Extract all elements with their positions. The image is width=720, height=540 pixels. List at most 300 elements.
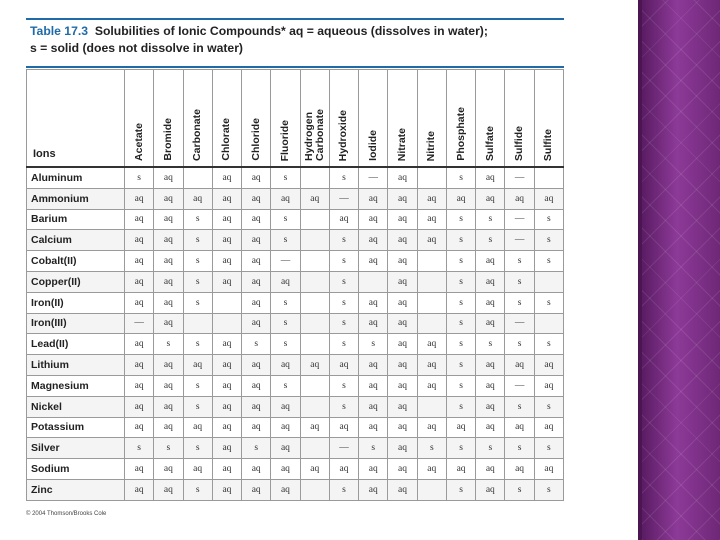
solubility-cell: s: [154, 334, 183, 355]
solubility-cell: aq: [329, 459, 358, 480]
solubility-cell: aq: [300, 188, 329, 209]
solubility-cell: aq: [417, 188, 446, 209]
column-header-label: Nitrate: [396, 127, 409, 161]
solubility-cell: [417, 251, 446, 272]
solubility-cell: aq: [125, 334, 154, 355]
solubility-cell: aq: [271, 459, 300, 480]
solubility-cell: aq: [242, 479, 271, 500]
solubility-cell: aq: [125, 396, 154, 417]
solubility-cell: aq: [446, 459, 475, 480]
solubility-cell: aq: [212, 167, 241, 188]
solubility-cell: aq: [329, 355, 358, 376]
solubility-cell: [300, 230, 329, 251]
solubility-cell: aq: [154, 417, 183, 438]
solubility-cell: aq: [476, 188, 505, 209]
solubility-cell: aq: [359, 375, 388, 396]
solubility-cell: aq: [534, 375, 563, 396]
solubility-cell: s: [271, 209, 300, 230]
solubility-cell: s: [125, 438, 154, 459]
solubility-cell: aq: [534, 355, 563, 376]
solubility-cell: aq: [154, 251, 183, 272]
solubility-cell: aq: [212, 251, 241, 272]
caption-line-1: Solubilities of Ionic Compounds* aq = aqueous (dissolves in water);: [94, 24, 488, 38]
table-row: [27, 479, 564, 500]
solubility-cell: aq: [505, 355, 534, 376]
solubility-cell: aq: [212, 479, 241, 500]
solubility-cell: s: [446, 438, 475, 459]
solubility-cell: aq: [125, 271, 154, 292]
solubility-cell: aq: [417, 230, 446, 251]
solubility-cell: aq: [154, 396, 183, 417]
solubility-cell: s: [446, 396, 475, 417]
table-row: [27, 251, 564, 272]
column-header-label: Hydrogen Carbonate: [302, 109, 326, 161]
solubility-cell: s: [183, 375, 212, 396]
solubility-cell: aq: [125, 375, 154, 396]
solubility-cell: s: [242, 334, 271, 355]
copyright-notice: © 2004 Thomson/Brooks Cole: [26, 510, 107, 517]
solubility-cell: aq: [125, 355, 154, 376]
column-header: [388, 70, 417, 168]
solubility-cell: aq: [125, 459, 154, 480]
solubility-cell: s: [534, 334, 563, 355]
solubility-cell: s: [329, 167, 358, 188]
solubility-cell: aq: [242, 355, 271, 376]
solubility-cell: —: [505, 209, 534, 230]
solubility-cell: s: [534, 292, 563, 313]
solubility-cell: aq: [183, 355, 212, 376]
solubility-cell: [300, 271, 329, 292]
solubility-cell: aq: [154, 209, 183, 230]
column-header: [534, 70, 563, 168]
solubility-cell: aq: [329, 209, 358, 230]
solubility-table: [26, 69, 564, 501]
solubility-cell: aq: [125, 292, 154, 313]
table-body: [27, 167, 564, 500]
ion-name: Magnesium: [27, 375, 125, 396]
solubility-cell: s: [329, 251, 358, 272]
solubility-cell: aq: [154, 271, 183, 292]
solubility-cell: aq: [388, 459, 417, 480]
solubility-cell: aq: [505, 459, 534, 480]
solubility-cell: aq: [212, 459, 241, 480]
table-row: [27, 230, 564, 251]
solubility-cell: s: [271, 167, 300, 188]
solubility-cell: s: [329, 292, 358, 313]
column-header: [476, 70, 505, 168]
column-header: [271, 70, 300, 168]
solubility-cell: [300, 292, 329, 313]
caption-line-2: s = solid (does not dissolve in water): [30, 41, 243, 55]
solubility-cell: s: [446, 334, 475, 355]
solubility-cell: aq: [242, 167, 271, 188]
table-row: [27, 292, 564, 313]
solubility-cell: [534, 271, 563, 292]
solubility-cell: aq: [212, 396, 241, 417]
column-header: [212, 70, 241, 168]
solubility-cell: s: [534, 251, 563, 272]
column-header: [329, 70, 358, 168]
solubility-cell: aq: [154, 313, 183, 334]
solubility-cell: aq: [125, 251, 154, 272]
solubility-cell: [417, 271, 446, 292]
column-header: [242, 70, 271, 168]
solubility-cell: aq: [359, 459, 388, 480]
solubility-cell: s: [534, 396, 563, 417]
solubility-cell: aq: [446, 188, 475, 209]
ion-name: Sodium: [27, 459, 125, 480]
solubility-cell: s: [505, 334, 534, 355]
solubility-cell: s: [125, 167, 154, 188]
solubility-cell: aq: [446, 417, 475, 438]
solubility-cell: s: [271, 313, 300, 334]
solubility-cell: aq: [271, 479, 300, 500]
solubility-cell: aq: [388, 209, 417, 230]
solubility-cell: —: [271, 251, 300, 272]
solubility-cell: s: [505, 251, 534, 272]
solubility-cell: aq: [388, 375, 417, 396]
solubility-cell: aq: [242, 396, 271, 417]
solubility-cell: —: [505, 313, 534, 334]
solubility-cell: aq: [212, 417, 241, 438]
column-header: [417, 70, 446, 168]
ion-name: Potassium: [27, 417, 125, 438]
ion-name: Cobalt(II): [27, 251, 125, 272]
solubility-cell: aq: [242, 251, 271, 272]
solubility-cell: aq: [125, 479, 154, 500]
solubility-cell: aq: [242, 292, 271, 313]
solubility-cell: aq: [242, 271, 271, 292]
solubility-cell: aq: [212, 334, 241, 355]
solubility-cell: s: [183, 438, 212, 459]
table-number: Table 17.3: [30, 24, 89, 38]
solubility-cell: aq: [271, 355, 300, 376]
column-header: [446, 70, 475, 168]
solubility-cell: aq: [417, 355, 446, 376]
solubility-cell: aq: [476, 271, 505, 292]
solubility-cell: aq: [154, 230, 183, 251]
solubility-cell: aq: [125, 230, 154, 251]
column-header-label: Phosphate: [454, 107, 467, 161]
solubility-cell: aq: [212, 209, 241, 230]
solubility-cell: aq: [359, 313, 388, 334]
solubility-cell: s: [476, 209, 505, 230]
table-row: [27, 355, 564, 376]
solubility-cell: [417, 313, 446, 334]
solubility-cell: s: [505, 479, 534, 500]
solubility-cell: aq: [359, 479, 388, 500]
solubility-cell: aq: [271, 396, 300, 417]
solubility-cell: aq: [271, 417, 300, 438]
ion-name: Ammonium: [27, 188, 125, 209]
ion-name: Copper(II): [27, 271, 125, 292]
solubility-cell: aq: [212, 438, 241, 459]
solubility-cell: [300, 375, 329, 396]
solubility-cell: aq: [388, 355, 417, 376]
solubility-cell: aq: [242, 417, 271, 438]
solubility-cell: aq: [417, 459, 446, 480]
solubility-cell: s: [476, 438, 505, 459]
column-header-label: Iodide: [366, 130, 379, 161]
solubility-cell: s: [446, 479, 475, 500]
column-header-label: Carbonate: [191, 109, 204, 161]
solubility-cell: aq: [271, 271, 300, 292]
solubility-cell: s: [359, 438, 388, 459]
solubility-cell: aq: [476, 251, 505, 272]
solubility-cell: aq: [417, 417, 446, 438]
solubility-cell: [300, 313, 329, 334]
ion-name: Iron(II): [27, 292, 125, 313]
solubility-cell: aq: [388, 188, 417, 209]
solubility-cell: aq: [154, 479, 183, 500]
solubility-cell: aq: [505, 188, 534, 209]
solubility-cell: aq: [476, 313, 505, 334]
solubility-cell: aq: [300, 355, 329, 376]
solubility-cell: aq: [212, 188, 241, 209]
column-header: [359, 70, 388, 168]
solubility-cell: aq: [476, 459, 505, 480]
column-header: [183, 70, 212, 168]
solubility-cell: aq: [154, 459, 183, 480]
solubility-cell: aq: [388, 230, 417, 251]
ion-name: Aluminum: [27, 167, 125, 188]
solubility-cell: aq: [242, 313, 271, 334]
solubility-cell: s: [271, 334, 300, 355]
table-row: [27, 334, 564, 355]
column-header-label: Sulfate: [483, 125, 496, 161]
ion-name: Nickel: [27, 396, 125, 417]
solubility-cell: s: [446, 209, 475, 230]
solubility-cell: aq: [154, 167, 183, 188]
solubility-cell: aq: [476, 375, 505, 396]
solubility-cell: —: [505, 375, 534, 396]
solubility-cell: aq: [329, 417, 358, 438]
solubility-cell: aq: [388, 417, 417, 438]
solubility-cell: [359, 271, 388, 292]
solubility-cell: s: [359, 334, 388, 355]
solubility-cell: aq: [534, 188, 563, 209]
column-header-label: Chloride: [249, 118, 262, 161]
ions-column-header: Ions: [27, 70, 125, 168]
solubility-cell: [300, 209, 329, 230]
solubility-cell: aq: [154, 355, 183, 376]
ion-name: Iron(III): [27, 313, 125, 334]
decorative-side-panel: [642, 0, 720, 540]
table-row: [27, 438, 564, 459]
solubility-cell: s: [183, 271, 212, 292]
column-header-label: Chlorate: [220, 118, 233, 161]
solubility-cell: aq: [300, 417, 329, 438]
ion-name: Barium: [27, 209, 125, 230]
solubility-cell: aq: [505, 417, 534, 438]
solubility-cell: [417, 167, 446, 188]
solubility-cell: [183, 167, 212, 188]
solubility-cell: aq: [242, 459, 271, 480]
solubility-cell: s: [446, 313, 475, 334]
solubility-cell: s: [417, 438, 446, 459]
solubility-cell: s: [271, 292, 300, 313]
column-header: [154, 70, 183, 168]
solubility-cell: s: [446, 251, 475, 272]
solubility-cell: s: [183, 230, 212, 251]
solubility-cell: aq: [388, 334, 417, 355]
solubility-cell: s: [329, 396, 358, 417]
solubility-cell: aq: [388, 396, 417, 417]
solubility-cell: s: [183, 209, 212, 230]
column-header-label: Bromide: [161, 118, 174, 161]
solubility-cell: aq: [242, 375, 271, 396]
solubility-cell: aq: [388, 292, 417, 313]
solubility-cell: s: [534, 209, 563, 230]
solubility-cell: s: [329, 271, 358, 292]
table-row: [27, 313, 564, 334]
solubility-cell: [300, 251, 329, 272]
ion-name: Lead(II): [27, 334, 125, 355]
solubility-cell: s: [271, 230, 300, 251]
ion-name: Calcium: [27, 230, 125, 251]
solubility-cell: [300, 167, 329, 188]
solubility-cell: aq: [476, 417, 505, 438]
solubility-cell: aq: [417, 209, 446, 230]
solubility-cell: [534, 313, 563, 334]
solubility-cell: s: [271, 375, 300, 396]
solubility-cell: aq: [359, 292, 388, 313]
column-header: [125, 70, 154, 168]
table-row: [27, 396, 564, 417]
solubility-cell: s: [446, 271, 475, 292]
table-row: [27, 375, 564, 396]
solubility-cell: [417, 292, 446, 313]
solubility-cell: aq: [154, 188, 183, 209]
solubility-cell: aq: [183, 417, 212, 438]
solubility-cell: aq: [242, 230, 271, 251]
table-row: [27, 188, 564, 209]
solubility-cell: aq: [359, 209, 388, 230]
solubility-cell: [300, 479, 329, 500]
solubility-cell: aq: [534, 459, 563, 480]
solubility-cell: aq: [212, 375, 241, 396]
column-header-label: Sulfide: [513, 125, 526, 161]
solubility-cell: s: [183, 479, 212, 500]
solubility-cell: aq: [476, 396, 505, 417]
solubility-cell: s: [505, 438, 534, 459]
solubility-cell: s: [446, 292, 475, 313]
table-header-row: [27, 70, 564, 168]
table-row: [27, 271, 564, 292]
solubility-cell: aq: [183, 459, 212, 480]
solubility-cell: s: [154, 438, 183, 459]
table-row: [27, 209, 564, 230]
solubility-cell: aq: [212, 230, 241, 251]
solubility-cell: aq: [300, 459, 329, 480]
solubility-cell: [183, 313, 212, 334]
solubility-cell: aq: [242, 209, 271, 230]
solubility-cell: —: [359, 167, 388, 188]
solubility-cell: aq: [125, 209, 154, 230]
ion-name: Silver: [27, 438, 125, 459]
column-header: [505, 70, 534, 168]
solubility-cell: [212, 313, 241, 334]
column-header-label: Hydroxide: [337, 109, 350, 161]
solubility-cell: aq: [417, 375, 446, 396]
solubility-cell: aq: [154, 375, 183, 396]
solubility-cell: aq: [359, 251, 388, 272]
solubility-cell: —: [125, 313, 154, 334]
solubility-cell: aq: [359, 396, 388, 417]
solubility-table-figure: [26, 18, 564, 517]
solubility-cell: aq: [534, 417, 563, 438]
solubility-cell: s: [183, 334, 212, 355]
solubility-cell: aq: [242, 188, 271, 209]
solubility-cell: s: [329, 313, 358, 334]
solubility-cell: s: [476, 230, 505, 251]
solubility-cell: aq: [359, 355, 388, 376]
column-header-label: Nitrite: [425, 130, 438, 161]
solubility-cell: aq: [359, 230, 388, 251]
solubility-cell: aq: [125, 188, 154, 209]
solubility-cell: s: [505, 292, 534, 313]
column-header-label: Sulfite: [542, 128, 555, 161]
solubility-cell: aq: [359, 417, 388, 438]
solubility-cell: s: [183, 396, 212, 417]
solubility-cell: aq: [271, 188, 300, 209]
solubility-cell: aq: [212, 355, 241, 376]
solubility-cell: aq: [476, 292, 505, 313]
solubility-cell: s: [446, 230, 475, 251]
solubility-cell: —: [505, 230, 534, 251]
solubility-cell: s: [329, 479, 358, 500]
solubility-cell: s: [534, 230, 563, 251]
solubility-cell: aq: [476, 167, 505, 188]
solubility-cell: s: [534, 479, 563, 500]
solubility-cell: [417, 396, 446, 417]
solubility-cell: aq: [417, 334, 446, 355]
ion-name: Zinc: [27, 479, 125, 500]
solubility-cell: s: [329, 230, 358, 251]
solubility-cell: s: [505, 396, 534, 417]
solubility-cell: s: [446, 375, 475, 396]
solubility-cell: —: [329, 188, 358, 209]
solubility-cell: [212, 292, 241, 313]
column-header-label: Fluoride: [278, 119, 291, 161]
column-header-label: Acetate: [132, 123, 145, 161]
solubility-cell: [300, 396, 329, 417]
column-header: [300, 70, 329, 168]
solubility-cell: aq: [212, 271, 241, 292]
solubility-cell: s: [505, 271, 534, 292]
solubility-cell: aq: [125, 417, 154, 438]
solubility-cell: s: [329, 375, 358, 396]
solubility-cell: —: [329, 438, 358, 459]
table-row: [27, 459, 564, 480]
solubility-cell: aq: [359, 188, 388, 209]
solubility-cell: [300, 334, 329, 355]
solubility-cell: aq: [388, 438, 417, 459]
solubility-cell: aq: [388, 271, 417, 292]
table-row: [27, 417, 564, 438]
solubility-cell: s: [183, 251, 212, 272]
solubility-cell: s: [446, 167, 475, 188]
solubility-cell: s: [476, 334, 505, 355]
table-row: [27, 167, 564, 188]
solubility-cell: s: [183, 292, 212, 313]
solubility-cell: s: [534, 438, 563, 459]
solubility-cell: aq: [154, 292, 183, 313]
solubility-cell: [417, 479, 446, 500]
solubility-cell: s: [446, 355, 475, 376]
solubility-cell: aq: [183, 188, 212, 209]
solubility-cell: aq: [388, 313, 417, 334]
